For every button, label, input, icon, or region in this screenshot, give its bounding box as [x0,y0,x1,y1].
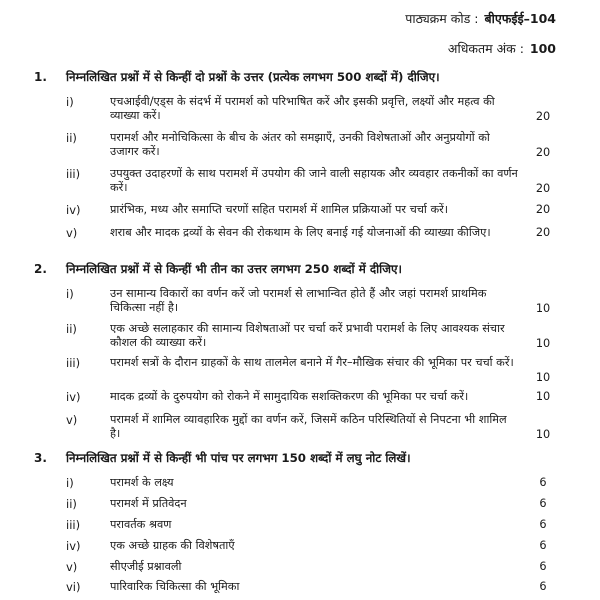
sub-question-text: शराब और मादक द्रव्यों के सेवन की रोकथाम के लिए बनाई गई योजनाओं की व्याख्या कीजिए। [110,226,491,239]
sub-question-text: एक अच्छे ग्राहक की विशेषताएँ [110,539,235,552]
marks: 6 [539,497,547,510]
marks: 20 [535,182,551,195]
marks: 6 [539,580,547,593]
sub-question-number: iv) [66,390,81,404]
marks: 6 [539,539,547,552]
question-number: 2. [34,262,47,276]
marks: 10 [535,337,551,350]
sub-question-text: परामर्श और मनोचिकित्सा के बीच के अंतर को समझाएँ, उनकी विशेषताओं और अनुप्रयोगों को उजागर करें। [110,131,490,158]
sub-question-text: प्रारंभिक, मध्य और समाप्ति चरणों सहित परामर्श में शामिल प्रक्रियाओं पर चर्चा करें। [110,203,449,216]
sub-question-number: iv) [66,539,81,553]
sub-question-text: परावर्तक श्रवण [110,518,172,531]
marks: 20 [535,110,551,123]
sub-question-number: i) [66,476,74,490]
sub-question-number: v) [66,413,78,427]
max-marks [448,40,556,57]
sub-question-number: iii) [66,356,81,370]
sub-question-text: मादक द्रव्यों के दुरुपयोग को रोकने में सामुदायिक सशक्तिकरण की भूमिका पर चर्चा करें। [110,390,469,403]
marks: 10 [535,390,551,403]
question-text: निम्नलिखित प्रश्नों में से किन्हीं भी पांच पर लगभग 150 शब्दों में लघु नोट लिखें। [66,451,411,465]
sub-question-number: ii) [66,322,77,336]
sub-question-text: एक अच्छे सलाहकार की सामान्य विशेषताओं पर चर्चा करें प्रभावी परामर्श के लिए आवश्यक संचार कौशल की व्याख्या करें। [110,322,505,349]
sub-question-number: iii) [66,167,81,181]
sub-question-number: ii) [66,497,77,511]
marks: 20 [535,226,551,239]
marks: 20 [535,203,551,216]
sub-question-number: v) [66,560,78,574]
sub-question-text: परामर्श सत्रों के दौरान ग्राहकों के साथ तालमेल बनाने में गैर–मौखिक संचार की भूमिका पर चर्चा करें। [110,356,514,369]
marks: 6 [539,476,547,489]
sub-question-number: vi) [66,580,81,594]
course-code-value: बीएफईई–104 [484,11,556,26]
course-code [405,10,556,27]
question-text: निम्नलिखित प्रश्नों में से किन्हीं दो प्रश्नों के उत्तर (प्रत्येक लगभग 500 शब्दों में) दीजिए। [66,70,440,84]
sub-question-text: परामर्श के लक्ष्य [110,476,174,489]
sub-question-number: i) [66,95,74,109]
sub-question-text: सीएजीई प्रश्नावली [110,560,182,573]
question-number: 1. [34,70,47,84]
sub-question-text: उपयुक्त उदाहरणों के साथ परामर्श में उपयोग की जाने वाली सहायक और व्यवहार तकनीकों का वर्णन करें। [110,167,518,194]
question-number: 3. [34,451,47,465]
question-text: निम्नलिखित प्रश्नों में से किन्हीं भी तीन का उत्तर लगभग 250 शब्दों में दीजिए। [66,262,402,276]
marks: 6 [539,518,547,531]
sub-question-number: v) [66,226,78,240]
sub-question-text: परामर्श में प्रतिवेदन [110,497,187,510]
sub-question-text: उन सामान्य विकारों का वर्णन करें जो परामर्श से लाभान्वित होते हैं और जहां परामर्श प्राथमिक चिकित्सा नहीं है। [110,287,487,314]
sub-question-text: एचआईवी/एड्स के संदर्भ में परामर्श को परिभाषित करें और इसकी प्रवृत्ति, लक्ष्यों और महत्व की व्याख्या करें। [110,95,495,122]
marks: 10 [535,302,551,315]
sub-question-number: i) [66,287,74,301]
course-code-label: पाठ्यक्रम कोड : [405,11,479,26]
sub-question-text: पारिवारिक चिकित्सा की भूमिका [110,580,240,593]
sub-question-number: iv) [66,203,81,217]
sub-question-number: ii) [66,131,77,145]
marks: 20 [535,146,551,159]
marks: 6 [539,560,547,573]
marks: 10 [535,428,551,441]
sub-question-text: परामर्श में शामिल व्यावहारिक मुद्दों का वर्णन करें, जिसमें कठिन परिस्थितियों से निपटना भी शामिल है। [110,413,507,440]
max-marks-label: अधिकतम अंक : [447,41,524,56]
max-marks-value: 100 [529,41,556,56]
sub-question-number: iii) [66,518,81,532]
marks: 10 [535,371,551,384]
